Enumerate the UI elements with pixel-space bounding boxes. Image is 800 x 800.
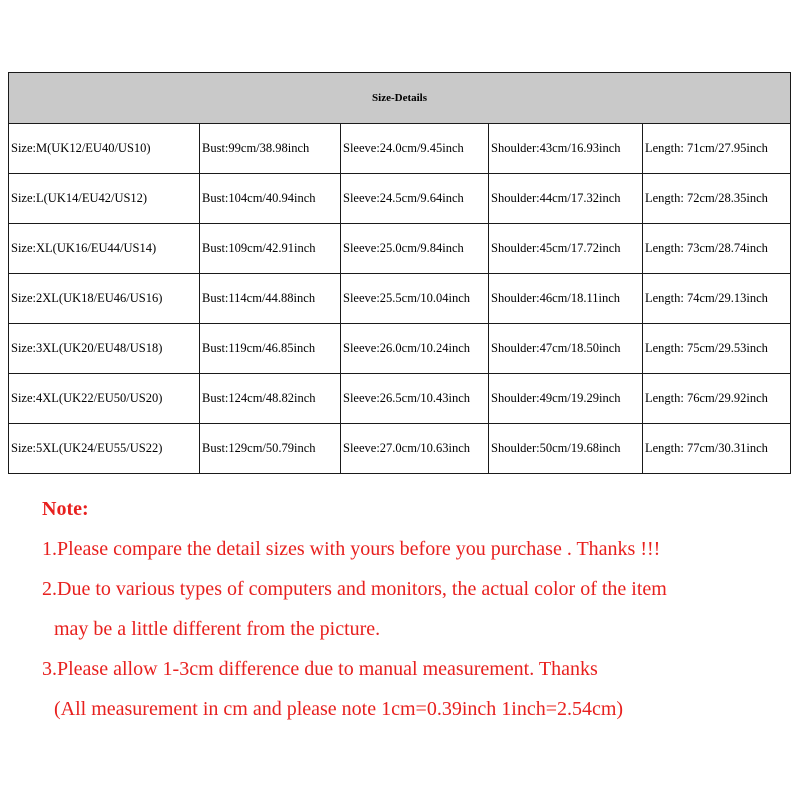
size-cell: Size:3XL(UK20/EU48/US18) [9,324,200,374]
note-line-2: 2.Due to various types of computers and monitors, the actual color of the item [42,578,667,600]
shoulder-cell: Shoulder:45cm/17.72inch [489,224,643,274]
shoulder-cell: Shoulder:49cm/19.29inch [489,374,643,424]
table-row [9,274,791,324]
length-cell: Length: 73cm/28.74inch [643,224,791,274]
size-cell: Size:2XL(UK18/EU46/US16) [9,274,200,324]
sleeve-cell: Sleeve:24.0cm/9.45inch [341,124,489,174]
bust-cell: Bust:124cm/48.82inch [200,374,341,424]
table-header-row [9,73,791,124]
bust-cell: Bust:119cm/46.85inch [200,324,341,374]
shoulder-cell: Shoulder:46cm/18.11inch [489,274,643,324]
table-row [9,124,791,174]
note-line-1: 1.Please compare the detail sizes with yours before you purchase . Thanks !!! [42,538,661,560]
size-cell: Size:XL(UK16/EU44/US14) [9,224,200,274]
notes-section [42,492,782,732]
sleeve-cell: Sleeve:27.0cm/10.63inch [341,424,489,474]
note-line-3: 3.Please allow 1-3cm difference due to manual measurement. Thanks [42,658,598,680]
shoulder-cell: Shoulder:43cm/16.93inch [489,124,643,174]
size-cell: Size:M(UK12/EU40/US10) [9,124,200,174]
table-row [9,174,791,224]
bust-cell: Bust:109cm/42.91inch [200,224,341,274]
shoulder-cell: Shoulder:44cm/17.32inch [489,174,643,224]
bust-cell: Bust:104cm/40.94inch [200,174,341,224]
table-row [9,374,791,424]
length-cell: Length: 71cm/27.95inch [643,124,791,174]
length-cell: Length: 77cm/30.31inch [643,424,791,474]
note-title: Note: [42,498,89,520]
bust-cell: Bust:114cm/44.88inch [200,274,341,324]
length-cell: Length: 72cm/28.35inch [643,174,791,224]
shoulder-cell: Shoulder:47cm/18.50inch [489,324,643,374]
bust-cell: Bust:129cm/50.79inch [200,424,341,474]
size-cell: Size:4XL(UK22/EU50/US20) [9,374,200,424]
sleeve-cell: Sleeve:24.5cm/9.64inch [341,174,489,224]
note-line-3-continued: (All measurement in cm and please note 1cm=0.39inch 1inch=2.54cm) [54,698,624,720]
size-cell: Size:5XL(UK24/EU55/US22) [9,424,200,474]
length-cell: Length: 75cm/29.53inch [643,324,791,374]
bust-cell: Bust:99cm/38.98inch [200,124,341,174]
length-cell: Length: 74cm/29.13inch [643,274,791,324]
table-row [9,424,791,474]
table-row [9,324,791,374]
sleeve-cell: Sleeve:25.0cm/9.84inch [341,224,489,274]
sleeve-cell: Sleeve:26.5cm/10.43inch [341,374,489,424]
note-line-2-continued: may be a little different from the picture. [54,618,381,640]
size-details-table [8,72,791,474]
length-cell: Length: 76cm/29.92inch [643,374,791,424]
table-title: Size-Details [9,73,791,124]
sleeve-cell: Sleeve:25.5cm/10.04inch [341,274,489,324]
table-row [9,224,791,274]
shoulder-cell: Shoulder:50cm/19.68inch [489,424,643,474]
size-cell: Size:L(UK14/EU42/US12) [9,174,200,224]
sleeve-cell: Sleeve:26.0cm/10.24inch [341,324,489,374]
